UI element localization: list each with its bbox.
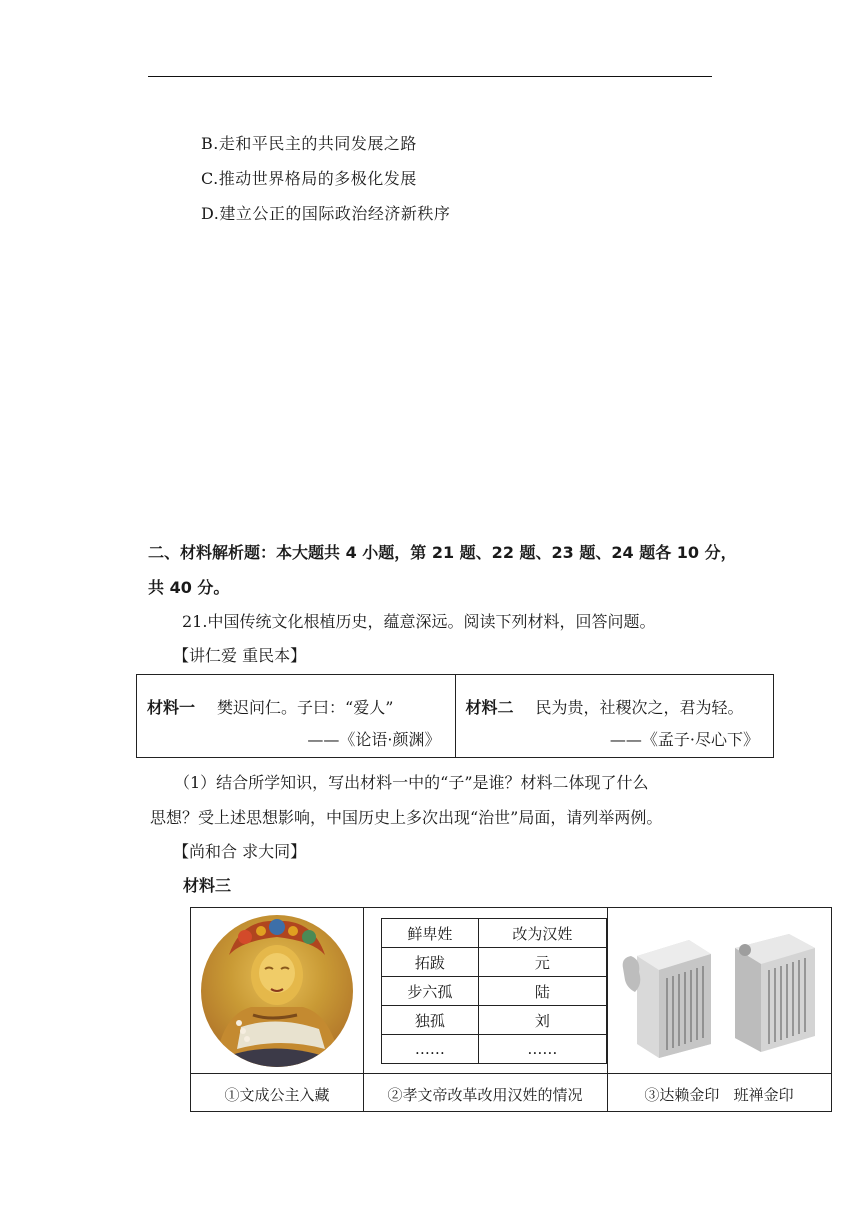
table-cell: 独孤 xyxy=(382,1006,479,1035)
sub-question-1-cont: 思想？受上述思想影响，中国历史上多次出现“治世”局面，请列举两例。 xyxy=(150,808,663,827)
material-three-table xyxy=(190,907,832,1112)
header-rule xyxy=(148,76,712,77)
material-two-cell xyxy=(455,675,774,757)
table-row xyxy=(382,977,607,1006)
option-b: B.走和平民主的共同发展之路 xyxy=(201,134,417,153)
option-d: D.建立公正的国际政治经济新秩序 xyxy=(201,204,451,223)
surname-table xyxy=(381,918,607,1064)
caption-xiaowendi: ②孝文帝改革改用汉姓的情况 xyxy=(387,1086,583,1104)
princess-wencheng-statue-image xyxy=(201,915,353,1067)
material-two-text: 民为贵，社稷次之，君为轻。 xyxy=(535,698,744,717)
material-one-label: 材料一 xyxy=(147,698,196,717)
dalai-gold-seal-image xyxy=(619,928,719,1062)
heading-renai: 【讲仁爱 重民本】 xyxy=(173,646,307,665)
sub-question-1: （1）结合所学知识，写出材料一中的“子”是谁？材料二体现了什么 xyxy=(174,773,649,792)
header-han-surname: 改为汉姓 xyxy=(478,919,606,948)
materials-table xyxy=(136,674,774,758)
material-two-source: ——《孟子·尽心下》 xyxy=(609,730,759,749)
option-c: C.推动世界格局的多极化发展 xyxy=(201,169,417,188)
table-cell: 刘 xyxy=(478,1006,606,1035)
header-xianbei-surname: 鲜卑姓 xyxy=(382,919,479,948)
table-cell: 步六孤 xyxy=(382,977,479,1006)
table-cell: 元 xyxy=(478,948,606,977)
table-cell: 陆 xyxy=(478,977,606,1006)
table-row xyxy=(382,1035,607,1064)
material-one-text: 樊迟问仁。子曰：“爱人” xyxy=(217,698,394,717)
table-cell: …… xyxy=(478,1035,606,1064)
table-row xyxy=(382,948,607,977)
section-title: 二、材料解析题：本大题共 4 小题，第 21 题、22 题、23 题、24 题各 10 分， xyxy=(148,543,737,562)
caption-seals: ③达赖金印 班禅金印 xyxy=(644,1086,794,1104)
question-21: 21.中国传统文化根植历史，蕴意深远。阅读下列材料，回答问题。 xyxy=(182,612,656,631)
section-title-cont: 共 40 分。 xyxy=(148,578,230,597)
material-two-label: 材料二 xyxy=(465,698,514,717)
material-three-label: 材料三 xyxy=(183,876,232,895)
panchen-gold-seal-image xyxy=(727,926,823,1060)
table-row xyxy=(382,1006,607,1035)
table-cell: …… xyxy=(382,1035,479,1064)
material-one-cell xyxy=(137,675,455,757)
table-cell: 拓跋 xyxy=(382,948,479,977)
table-header-row xyxy=(382,919,607,948)
heading-hehe: 【尚和合 求大同】 xyxy=(173,842,307,861)
caption-wencheng: ①文成公主入藏 xyxy=(224,1086,330,1104)
material-one-source: ——《论语·颜渊》 xyxy=(307,730,441,749)
